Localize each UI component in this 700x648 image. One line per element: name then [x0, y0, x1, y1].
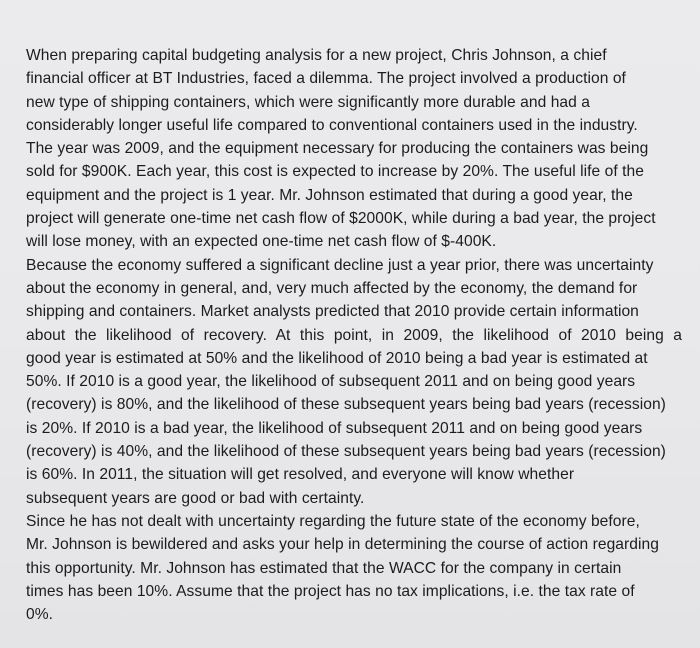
text-line: about the economy in general, and, very much affected by the economy, the demand for	[26, 279, 638, 297]
text-line: financial officer at BT Industries, faced a dilemma. The project involved a production of	[26, 70, 626, 88]
text-line: will lose money, with an expected one-time net cash flow of $-400K.	[26, 233, 497, 251]
text-line: Because the economy suffered a significant decline just a year prior, there was uncertainty	[26, 256, 654, 274]
text-line: times has been 10%. Assume that the project has no tax implications, i.e. the tax rate of	[26, 582, 635, 600]
text-line: The year was 2009, and the equipment necessary for producing the containers was being	[26, 140, 649, 158]
text-line: Mr. Johnson is bewildered and asks your help in determining the course of action regarding	[26, 536, 659, 554]
text-line: When preparing capital budgeting analysis for a new project, Chris Johnson, a chief	[26, 47, 607, 64]
text-line: about the likelihood of recovery. At this point, in 2009, the likelihood of 2010 being a	[26, 326, 682, 344]
text-line: 50%. If 2010 is a good year, the likelihood of subsequent 2011 and on being good years	[26, 373, 636, 391]
text-line: (recovery) is 40%, and the likelihood of these subsequent years being bad years (recession)	[26, 443, 666, 461]
text-line: project will generate one-time net cash flow of $2000K, while during a bad year, the project	[26, 210, 656, 228]
text-line: shipping and containers. Market analysts predicted that 2010 provide certain information	[26, 303, 639, 321]
text-line: sold for $900K. Each year, this cost is expected to increase by 20%. The useful life of the	[26, 163, 644, 181]
text-line: (recovery) is 80%, and the likelihood of these subsequent years being bad years (recession)	[26, 396, 666, 414]
paragraph-economic-uncertainty	[26, 254, 682, 510]
text-line: this opportunity. Mr. Johnson has estimated that the WACC for the company in certain	[26, 559, 622, 577]
text-line: considerably longer useful life compared to conventional containers used in the industry.	[26, 116, 638, 134]
text-line: is 20%. If 2010 is a bad year, the likelihood of subsequent 2011 and on being good years	[26, 419, 643, 437]
text-line: new type of shipping containers, which were significantly more durable and had a	[26, 93, 590, 111]
text-line: is 60%. In 2011, the situation will get resolved, and everyone will know whether	[26, 466, 575, 484]
text-line: good year is estimated at 50% and the likelihood of 2010 being a bad year is estimated at	[26, 349, 648, 367]
text-line: subsequent years are good or bad with certainty.	[26, 489, 365, 507]
paragraph-request-for-help	[26, 510, 682, 626]
text-line: 0%.	[26, 606, 54, 624]
text-line: Since he has not dealt with uncertainty regarding the future state of the economy before,	[26, 512, 640, 530]
text-line: equipment and the project is 1 year. Mr. Johnson estimated that during a good year, the	[26, 186, 633, 204]
paragraph-project-description	[26, 44, 682, 254]
